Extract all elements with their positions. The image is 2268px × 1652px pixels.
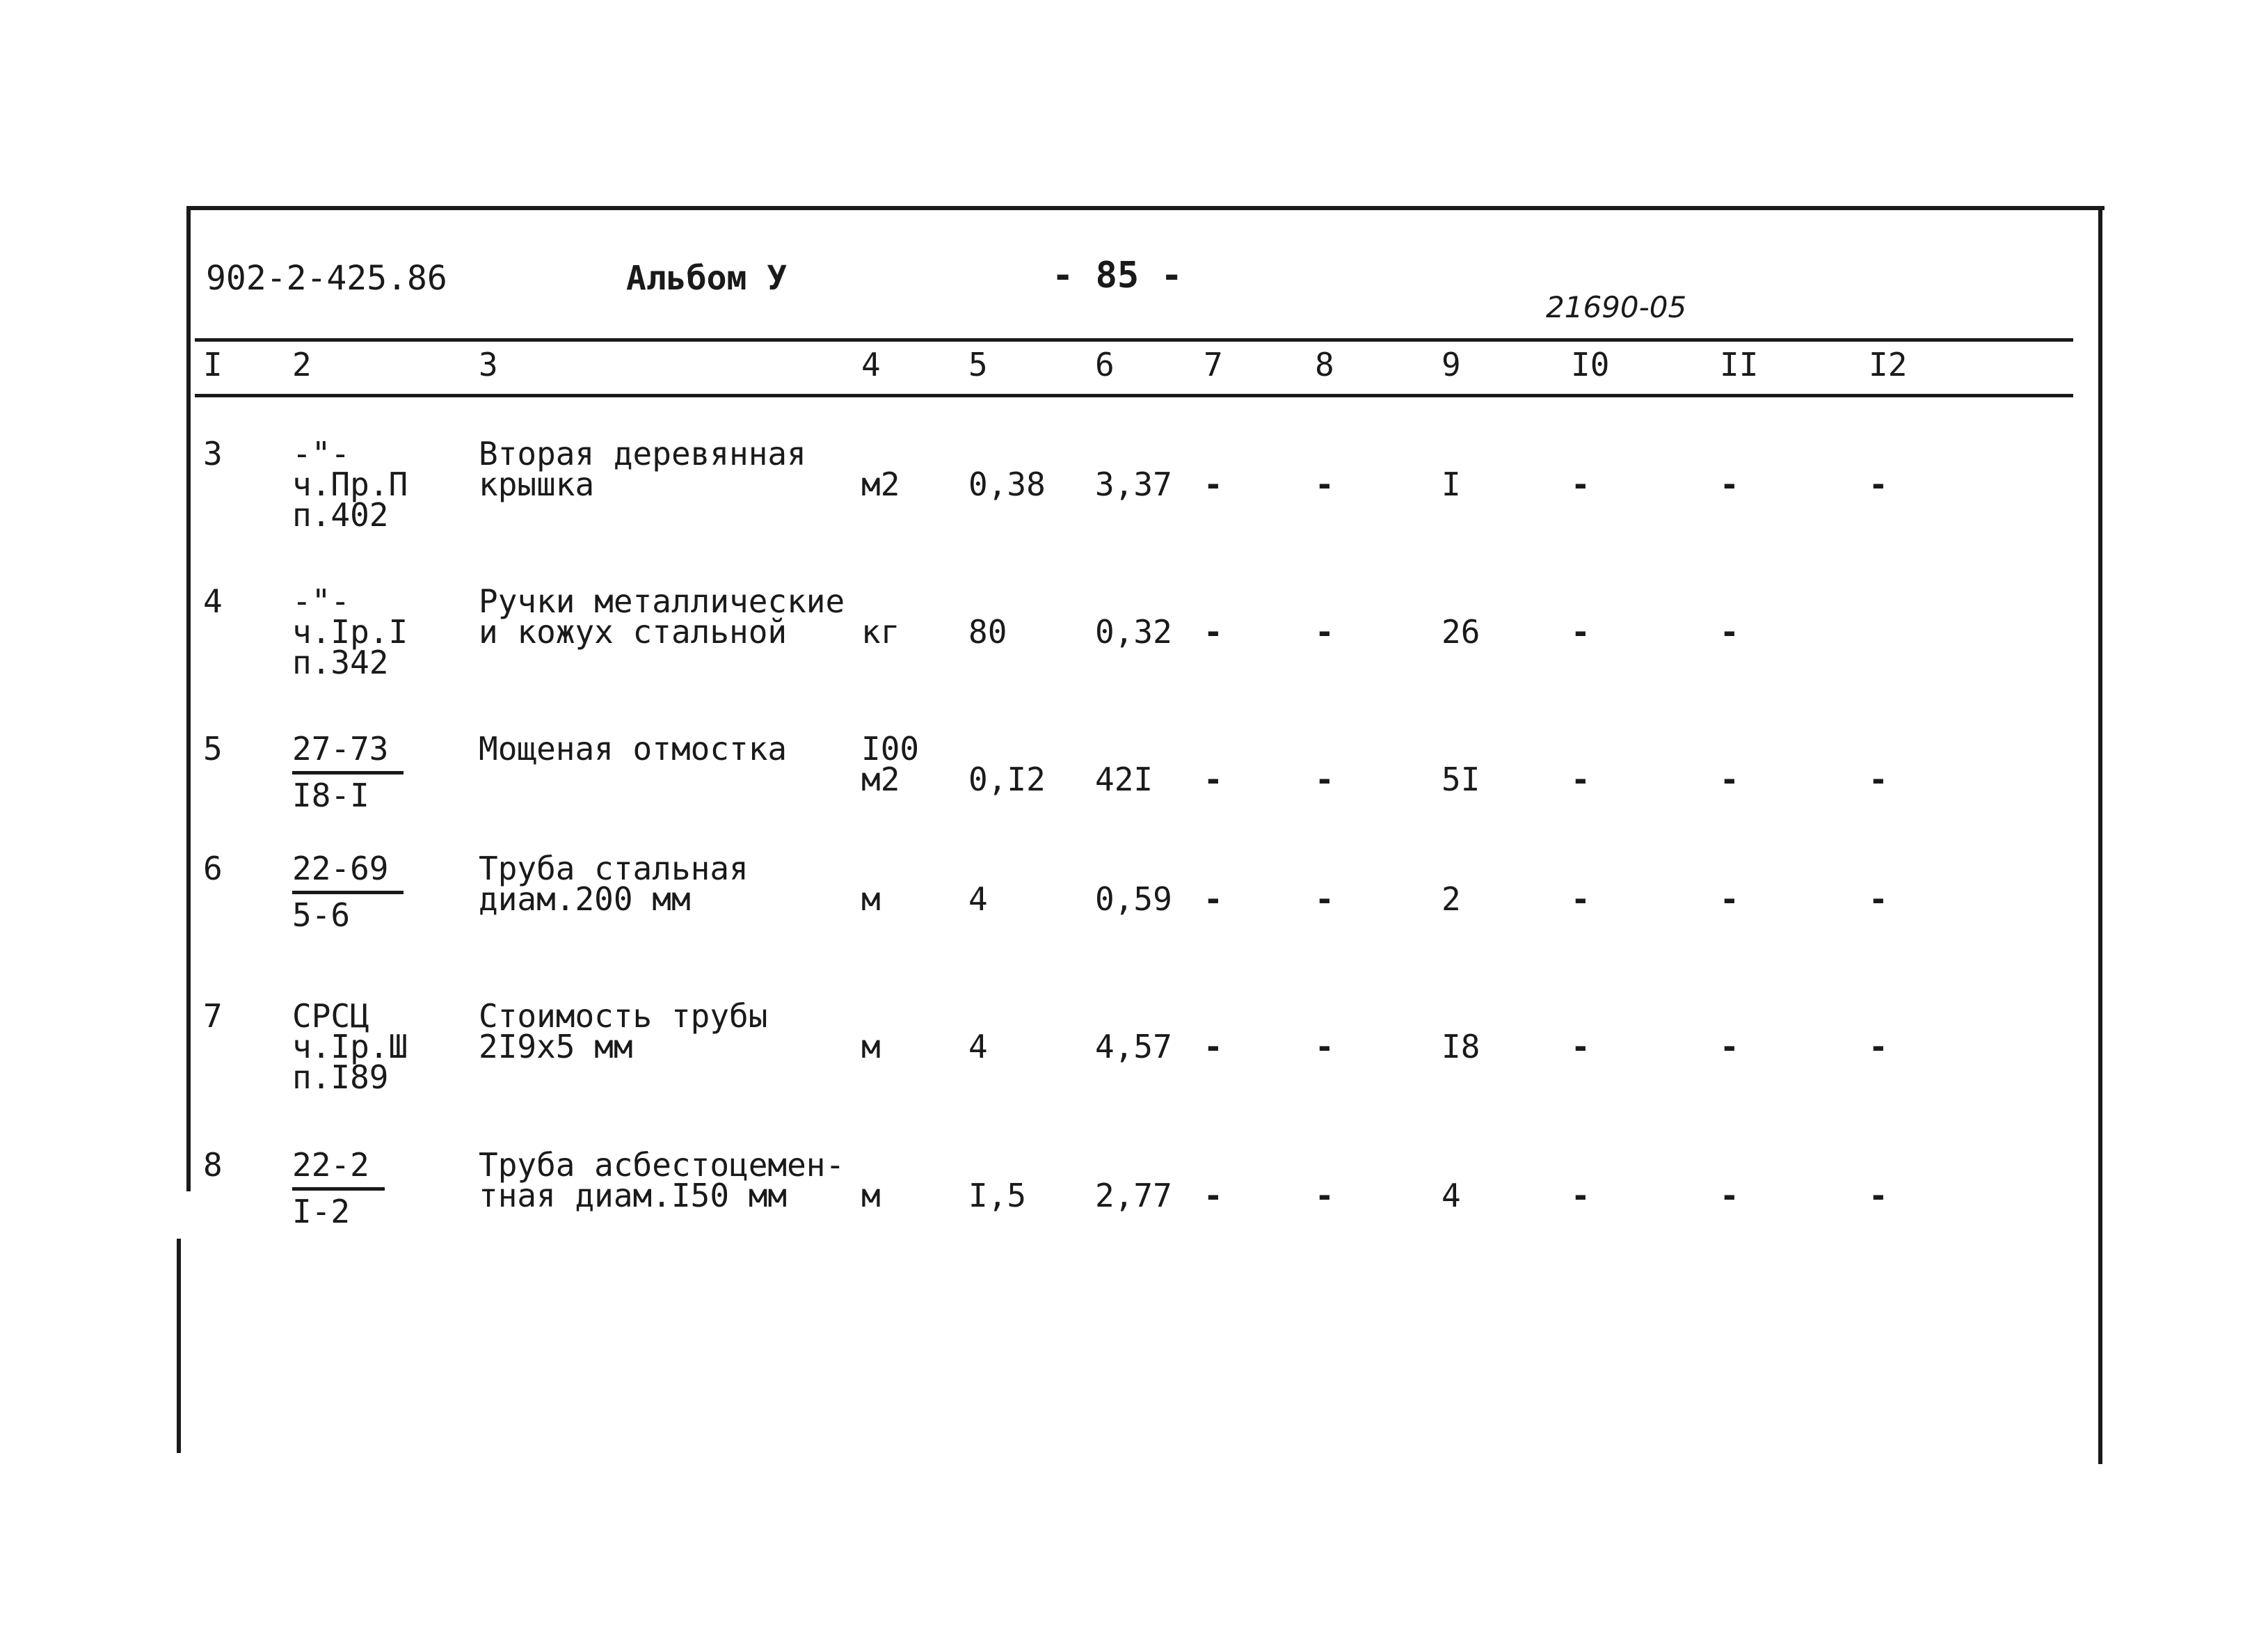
- unit-price: 3,37: [1095, 466, 1172, 503]
- cell-col-10: -: [1571, 1177, 1590, 1214]
- column-header-8: 8: [1315, 346, 1334, 383]
- description-line: Стоимость трубы: [479, 997, 768, 1035]
- reference-line: ч.Iр.I: [292, 613, 408, 651]
- document-code: 902-2-425.86: [206, 259, 447, 298]
- inventory-number: 21690-05: [1546, 290, 1687, 324]
- column-header-4: 4: [861, 346, 881, 383]
- reference-line: -"-: [292, 435, 351, 472]
- description-line: диам.200 мм: [479, 880, 691, 918]
- cell-col-10: -: [1571, 1028, 1590, 1065]
- unit: м: [861, 1028, 881, 1065]
- row-number: 4: [203, 582, 223, 620]
- cell-col-9: I8: [1442, 1028, 1480, 1065]
- cell-col-7: -: [1204, 466, 1223, 503]
- row-number: 7: [203, 997, 223, 1035]
- cell-col-11: -: [1720, 1028, 1739, 1065]
- cell-col-8: -: [1315, 1177, 1334, 1214]
- cell-col-8: -: [1315, 466, 1334, 503]
- reference-top: 22-2: [292, 1150, 385, 1191]
- cell-col-11: -: [1720, 880, 1739, 918]
- cell-col-9: 4: [1442, 1177, 1461, 1214]
- column-header-7: 7: [1204, 346, 1223, 383]
- cell-col-8: -: [1315, 880, 1334, 918]
- reference-fraction: [292, 850, 404, 934]
- frame-right-border: [2098, 207, 2102, 1464]
- unit: кг: [861, 613, 900, 651]
- cell-col-9: 26: [1442, 613, 1480, 651]
- frame-top-border: [186, 206, 2105, 210]
- cell-col-8: -: [1315, 613, 1334, 651]
- reference-fraction: [292, 730, 404, 814]
- cell-col-11: -: [1720, 761, 1739, 798]
- description-line: Труба стальная: [479, 850, 749, 887]
- description-line: и кожух стальной: [479, 613, 788, 651]
- cell-col-7: -: [1204, 1028, 1223, 1065]
- cell-col-9: 2: [1442, 880, 1461, 918]
- unit-price: 2,77: [1095, 1177, 1172, 1214]
- reference-top: 27-73: [292, 733, 404, 775]
- cell-col-11: -: [1720, 613, 1739, 651]
- row-number: 3: [203, 435, 223, 472]
- quantity: 80: [968, 613, 1007, 651]
- reference-line: ч.Пр.П: [292, 466, 408, 503]
- description-line: Мощеная отмостка: [479, 730, 788, 768]
- description-line: 2I9х5 мм: [479, 1028, 633, 1065]
- reference-bottom: 5-6: [292, 896, 351, 934]
- unit: м: [861, 880, 881, 918]
- cell-col-7: -: [1204, 1177, 1223, 1214]
- cell-col-8: -: [1315, 1028, 1334, 1065]
- cell-col-7: -: [1204, 613, 1223, 651]
- cell-col-12: -: [1869, 880, 1888, 918]
- row-number: 8: [203, 1146, 223, 1184]
- description-line: Ручки металлические: [479, 582, 845, 620]
- cell-col-12: -: [1869, 1028, 1888, 1065]
- reference-line: п.402: [292, 496, 389, 534]
- description-line: крышка: [479, 466, 595, 503]
- column-header-10: I0: [1571, 346, 1610, 383]
- column-header-3: 3: [479, 346, 498, 383]
- reference-top: 22-69: [292, 853, 404, 894]
- cell-col-11: -: [1720, 1177, 1739, 1214]
- header-rule-top: [195, 338, 2073, 342]
- reference-line: -"-: [292, 582, 351, 620]
- unit-price: 42I: [1095, 761, 1153, 798]
- unit-price: 4,57: [1095, 1028, 1172, 1065]
- cell-col-12: -: [1869, 466, 1888, 503]
- page-number: - 85 -: [1052, 255, 1183, 296]
- reference-line: п.I89: [292, 1058, 389, 1096]
- cell-col-7: -: [1204, 880, 1223, 918]
- reference-fraction: [292, 1146, 385, 1230]
- frame-left-border-lower: [177, 1239, 181, 1453]
- reference-bottom: I-2: [292, 1193, 351, 1230]
- reference-bottom: I8-I: [292, 777, 369, 814]
- column-header-5: 5: [968, 346, 988, 383]
- unit-line: м2: [861, 761, 900, 798]
- unit-price: 0,59: [1095, 880, 1172, 918]
- quantity: 4: [968, 880, 988, 918]
- unit: м2: [861, 466, 900, 503]
- column-header-11: II: [1720, 346, 1759, 383]
- unit-price: 0,32: [1095, 613, 1172, 651]
- cell-col-8: -: [1315, 761, 1334, 798]
- unit: м: [861, 1177, 881, 1214]
- reference-line: СРСЦ: [292, 997, 369, 1035]
- quantity: 0,I2: [968, 761, 1046, 798]
- row-number: 6: [203, 850, 223, 887]
- cell-col-9: I: [1442, 466, 1461, 503]
- quantity: I,5: [968, 1177, 1027, 1214]
- cell-col-12: -: [1869, 761, 1888, 798]
- cell-col-11: -: [1720, 466, 1739, 503]
- header-rule-bottom: [195, 394, 2073, 397]
- column-header-6: 6: [1095, 346, 1115, 383]
- frame-left-border: [186, 206, 191, 1191]
- column-header-1: I: [203, 346, 223, 383]
- reference-line: ч.Iр.Ш: [292, 1028, 408, 1065]
- album-title: Альбом У: [626, 259, 788, 298]
- quantity: 0,38: [968, 466, 1046, 503]
- cell-col-7: -: [1204, 761, 1223, 798]
- description-line: тная диам.I50 мм: [479, 1177, 788, 1214]
- quantity: 4: [968, 1028, 988, 1065]
- cell-col-10: -: [1571, 880, 1590, 918]
- cell-col-9: 5I: [1442, 761, 1480, 798]
- description-line: Труба асбестоцемен-: [479, 1146, 845, 1184]
- column-header-9: 9: [1442, 346, 1461, 383]
- reference-line: п.342: [292, 644, 389, 681]
- cell-col-12: -: [1869, 1177, 1888, 1214]
- cell-col-10: -: [1571, 613, 1590, 651]
- unit-line: I00: [861, 730, 920, 768]
- column-header-2: 2: [292, 346, 312, 383]
- column-header-12: I2: [1869, 346, 1908, 383]
- cell-col-10: -: [1571, 466, 1590, 503]
- cell-col-10: -: [1571, 761, 1590, 798]
- description-line: Вторая деревянная: [479, 435, 806, 472]
- row-number: 5: [203, 730, 223, 768]
